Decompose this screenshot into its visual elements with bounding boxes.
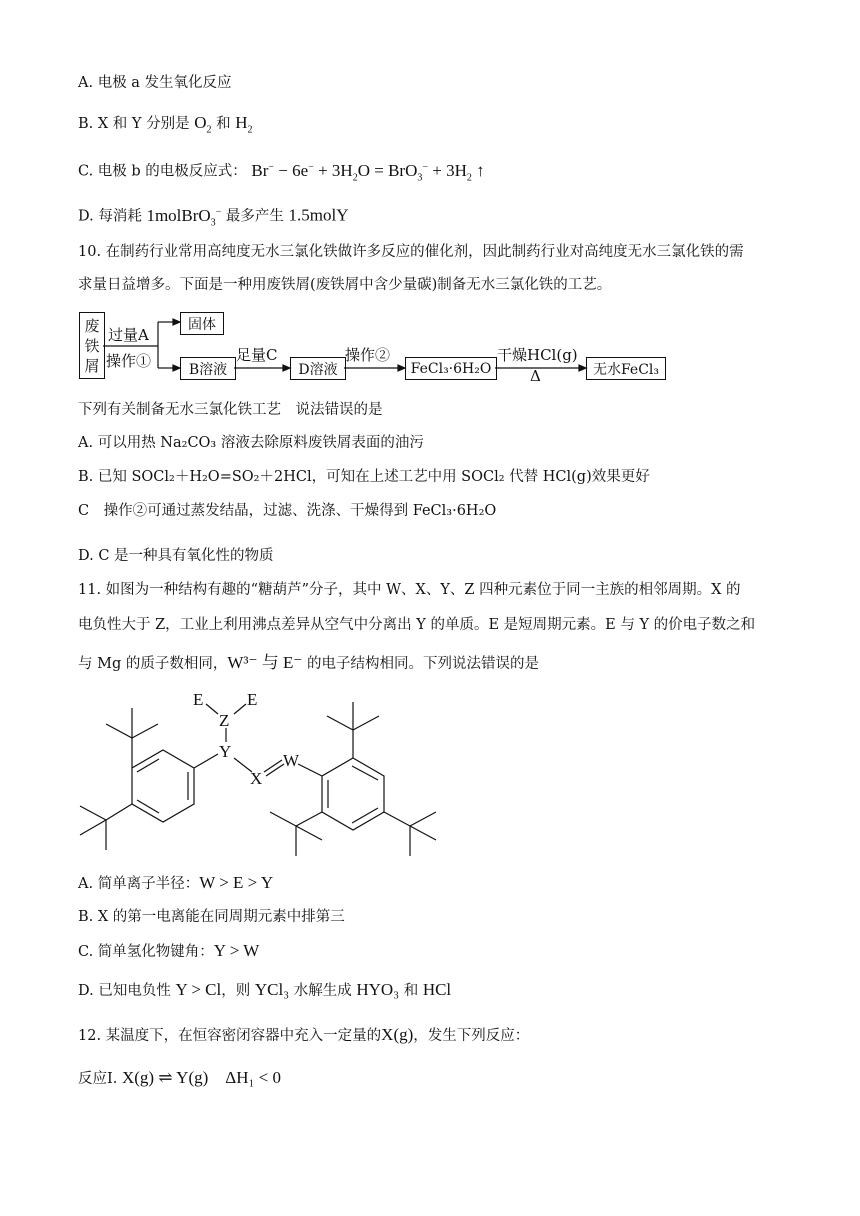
- flow-label-operation-1: 操作①: [106, 352, 152, 370]
- q9-d-prefix: D. 每消耗: [78, 208, 142, 225]
- q11-d-and: 和: [403, 983, 419, 999]
- q11-option-b: B. X 的第一电离能在同周期元素中排第三: [78, 909, 345, 925]
- q11-c-formula: Y > W: [213, 941, 260, 960]
- q9-b-prefix: B. X 和 Y 分别是: [78, 116, 190, 132]
- flow-box-hydrate: FeCl₃·6H₂O: [405, 357, 497, 380]
- flow-box-b-solution: B溶液: [180, 357, 236, 380]
- atom-x: X: [250, 769, 263, 788]
- q9-d-bro3: 1molBrO$_3$−: [146, 205, 222, 229]
- q10-question: 下列有关制备无水三氯化铁工艺 说法错误的是: [78, 402, 383, 418]
- q11-option-c: [78, 940, 259, 963]
- atom-e-right: E: [247, 690, 258, 709]
- flow-box-d-solution: D溶液: [290, 357, 346, 380]
- flow-box-waste-iron: 废铁屑: [79, 312, 105, 379]
- q9-d-y: 1.5molY: [288, 205, 349, 225]
- q10-stem-1: 10. 在制药行业常用高纯度无水三氯化铁做许多反应的催化剂，因此制药行业对高纯度无水三氯化铁的需: [78, 244, 744, 260]
- q11-molecule-diagram: [0, 680, 520, 870]
- q11-stem-3a: 与 Mg 的质子数相同，: [78, 656, 228, 672]
- q11-option-d: [78, 979, 451, 1002]
- q11-d-mid-2: 水解生成: [293, 983, 352, 999]
- q11-d-formula-3: HYO₃: [356, 980, 400, 999]
- q9-c-equation: $Br^- - 6e^- + 3H_2O = BrO_3^- + 3H_2$ ↑: [251, 160, 485, 184]
- q11-d-formula-4: HCl: [422, 980, 452, 999]
- q12-r1-label: 反应Ⅰ.: [78, 1071, 118, 1087]
- q12-stem-end: ，发生下列反应：: [413, 1028, 530, 1044]
- atom-y: Y: [219, 742, 232, 761]
- flow-box-solid: 固体: [180, 312, 224, 335]
- q11-a-prefix: A. 简单离子半径：: [78, 876, 200, 892]
- flow-label-operation-2: 操作②: [345, 346, 391, 364]
- flow-label-sufficient-c: 足量C: [236, 346, 278, 364]
- q11-stem-3c: 的电子结构相同。下列说法错误的是: [302, 656, 539, 672]
- q10-option-b: B. 已知 SOCl₂＋H₂O=SO₂＋2HCl，可知在上述工艺中用 SOCl₂ 代替 HCl(g)效果更好: [78, 469, 650, 485]
- q10-option-c: C 操作②可通过蒸发结晶，过滤、洗涤、干燥得到 FeCl₃·6H₂O: [78, 503, 497, 519]
- q9-b-and: 和: [216, 116, 231, 132]
- q11-d-prefix: D. 已知电负性: [78, 983, 171, 999]
- q12-stem-formula: X(g): [381, 1025, 414, 1044]
- q9-c-prefix: C. 电极 b 的电极反应式：: [78, 163, 247, 180]
- q11-c-prefix: C. 简单氢化物键角：: [78, 944, 214, 960]
- q11-option-a: [78, 872, 273, 895]
- q9-d-mid: 最多产生: [225, 208, 284, 225]
- flow-label-dry-hcl: 干燥HCl(g): [497, 346, 578, 364]
- flow-arrows: [0, 0, 860, 400]
- q12-stem-text: 12. 某温度下，在恒容密闭容器中充入一定量的: [78, 1028, 382, 1044]
- flow-box-product: 无水FeCl₃: [586, 357, 666, 380]
- atom-w: W: [283, 751, 300, 770]
- q10-option-d: D. C 是一种具有氧化性的物质: [78, 548, 274, 564]
- q11-stem-ions: W³⁻ 与 E⁻: [227, 653, 303, 672]
- q11-stem-3: [78, 652, 539, 675]
- q11-a-formula: W > E > Y: [199, 873, 274, 892]
- flow-label-excess-a: 过量A: [108, 326, 149, 344]
- atom-z: Z: [219, 711, 230, 730]
- q12-reaction-1: [78, 1067, 281, 1090]
- q9-option-a: A. 电极 a 发生氧化反应: [78, 75, 232, 91]
- q11-d-formula-2: YCl₃: [254, 980, 290, 999]
- q11-d-formula-1: Y > Cl: [175, 980, 222, 999]
- q12-r1-equation: X(g) ⇌ Y(g) ΔH₁ < 0: [121, 1068, 281, 1087]
- q12-stem: [78, 1024, 529, 1047]
- q9-b-o2: $O_2$: [194, 113, 212, 136]
- q11-stem-2: 电负性大于 Z，工业上利用沸点差异从空气中分离出 Y 的单质。E 是短周期元素。E 与 Y 的价电子数之和: [78, 617, 756, 633]
- q11-d-mid-1: ，则: [221, 983, 251, 999]
- flow-label-heat: Δ: [530, 367, 541, 385]
- atom-e-left: E: [193, 690, 204, 709]
- q10-stem-2: 求量日益增多。下面是一种用废铁屑(废铁屑中含少量碳)制备无水三氯化铁的工艺。: [78, 277, 612, 293]
- q10-option-a: A. 可以用热 Na₂CO₃ 溶液去除原料废铁屑表面的油污: [78, 435, 424, 451]
- q11-stem-1: 11. 如图为一种结构有趣的“糖葫芦”分子，其中 W、X、Y、Z 四种元素位于同一主族的相邻周期。X 的: [78, 582, 741, 598]
- q9-b-h2: $H_2$: [235, 113, 253, 136]
